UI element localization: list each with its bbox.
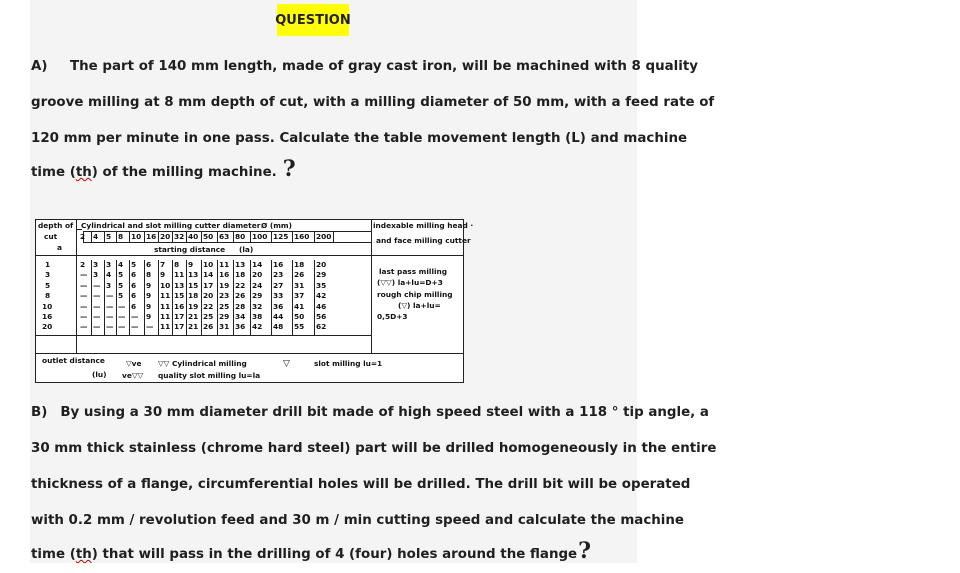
table-value-cell: 3 <box>93 270 99 280</box>
table-value-cell: 20 <box>252 270 263 280</box>
milling-distance-table <box>35 219 474 383</box>
diameter-header-cell: 40 <box>188 232 199 241</box>
table-indexable-header: indexable milling head · <box>373 221 474 230</box>
part-b-line-1 <box>31 405 709 420</box>
diameter-header-cell: 63 <box>219 232 230 241</box>
table-value-cell: 7 <box>160 260 166 269</box>
part-b-line-2: 30 mm thick stainless (chrome hard steel) part will be drilled homogeneously in the entire <box>31 441 717 456</box>
table-depth-cell: 1 <box>45 260 51 269</box>
part-b-line-1-text: By using a 30 mm diameter drill bit made of high speed steel with a 118 ° tip angle, a <box>60 405 709 420</box>
table-value-cell: — <box>106 312 114 321</box>
table-value-cell: 25 <box>219 301 230 311</box>
table-value-cell: 16 <box>219 270 230 280</box>
table-value-cell: 9 <box>146 301 152 311</box>
table-value-cell: — <box>118 301 126 311</box>
table-value-cell: — <box>93 291 101 301</box>
table-value-cell: 17 <box>174 322 185 332</box>
table-value-cell: 44 <box>273 312 284 321</box>
table-value-cell: 28 <box>235 301 246 311</box>
diameter-header-cell: 10 <box>131 232 142 241</box>
table-value-cell: 18 <box>294 260 305 269</box>
table-value-cell: — <box>106 291 114 301</box>
table-value-cell: 15 <box>188 280 199 290</box>
table-depth-cell: 10 <box>42 301 53 311</box>
table-value-cell: 6 <box>131 291 137 301</box>
table-value-cell: 37 <box>294 291 305 301</box>
table-value-cell: 26 <box>235 291 246 301</box>
table-value-cell: 11 <box>160 291 171 301</box>
table-value-cell: 9 <box>188 260 194 269</box>
table-value-cell: — <box>118 322 126 332</box>
part-a-line-4 <box>31 156 296 182</box>
table-value-cell: — <box>106 322 114 332</box>
note-rough-formula-2: 0,5D+3 <box>377 312 408 321</box>
table-value-cell: — <box>118 312 126 321</box>
legend-ve: ve▽▽ <box>122 371 144 380</box>
table-value-cell: 27 <box>273 280 284 290</box>
table-value-cell: 11 <box>160 312 171 321</box>
table-value-cell: 16 <box>174 301 185 311</box>
diameter-header-cell: 16 <box>146 232 157 241</box>
table-diameter-header: Ø (mm) <box>261 221 293 230</box>
table-value-cell: 15 <box>174 291 185 301</box>
table-value-cell: — <box>93 322 101 332</box>
table-value-cell: 13 <box>174 280 185 290</box>
table-value-cell: 19 <box>188 301 199 311</box>
table-value-cell: 22 <box>235 280 246 290</box>
table-value-cell: 29 <box>219 312 230 321</box>
table-value-cell: 31 <box>294 280 305 290</box>
table-value-cell: — <box>80 322 88 332</box>
table-depth-cell: 3 <box>45 270 51 280</box>
table-value-cell: 20 <box>316 260 327 269</box>
table-value-cell: 16 <box>273 260 284 269</box>
part-a-question-mark: ? <box>282 156 296 182</box>
table-value-cell: 23 <box>219 291 230 301</box>
part-b-label: B) <box>31 405 48 420</box>
table-value-cell: 29 <box>252 291 263 301</box>
table-value-cell: 9 <box>146 291 152 301</box>
table-value-cell: 6 <box>146 260 152 269</box>
table-value-cell: 48 <box>273 322 284 332</box>
table-value-cell: 18 <box>188 291 199 301</box>
table-value-cell: 32 <box>252 301 263 311</box>
table-value-cell: 33 <box>273 291 284 301</box>
table-cylindrical-header: Cylindrical and slot milling cutter diameter <box>81 221 261 230</box>
table-cut-header: cut <box>44 232 58 241</box>
table-value-cell: 3 <box>106 280 112 290</box>
table-value-cell: 36 <box>273 301 284 311</box>
diameter-header-cell: 4 <box>93 232 99 241</box>
table-value-cell: — <box>146 322 154 332</box>
diameter-header-cell: 2 <box>80 232 86 241</box>
table-value-cell: 2 <box>80 260 86 269</box>
table-value-cell: 25 <box>203 312 214 321</box>
diameter-header-cell: 8 <box>118 232 124 241</box>
part-b-question-mark: ? <box>578 538 592 564</box>
part-b-line-5-post: ) that will pass in the drilling of 4 (four) holes around the flange <box>91 547 578 562</box>
table-value-cell: 3 <box>93 260 99 269</box>
table-value-cell: 11 <box>160 322 171 332</box>
outlet-distance-label: outlet distance <box>42 356 105 365</box>
table-value-cell: 24 <box>252 280 263 290</box>
table-value-cell: 4 <box>106 270 112 280</box>
table-value-cell: 62 <box>316 322 327 332</box>
diameter-header-cell: 100 <box>252 232 268 241</box>
part-a-line-2: groove milling at 8 mm depth of cut, with a milling diameter of 50 mm, with a feed rate of <box>31 95 715 110</box>
diameter-header-cell: 50 <box>203 232 214 241</box>
lu-label: (lu) <box>92 370 107 379</box>
note-last-pass: last pass milling <box>379 267 448 276</box>
table-value-cell: — <box>80 280 88 290</box>
table-value-cell: 42 <box>252 322 263 332</box>
table-value-cell: 35 <box>316 280 327 290</box>
table-value-cell: — <box>131 322 139 332</box>
table-value-cell: 17 <box>174 312 185 321</box>
table-value-cell: — <box>80 291 88 301</box>
part-b-line-5 <box>31 538 591 564</box>
legend-quality-slot: quality slot milling lu=la <box>158 371 261 380</box>
table-value-cell: 6 <box>131 301 137 311</box>
question-title: QUESTION <box>277 4 349 36</box>
note-rough-chip: rough chip milling <box>377 290 453 299</box>
table-value-cell: 3 <box>106 260 112 269</box>
table-value-cell: 14 <box>252 260 263 269</box>
table-value-cell: — <box>80 301 88 311</box>
table-value-cell: 19 <box>219 280 230 290</box>
table-value-cell: 8 <box>146 270 152 280</box>
table-value-cell: 5 <box>131 260 137 269</box>
diameter-header-cell: 125 <box>273 232 289 241</box>
part-a-line-4-pre: time ( <box>31 165 76 180</box>
table-value-cell: 10 <box>160 280 171 290</box>
table-value-cell: 11 <box>219 260 230 269</box>
table-value-cell: 26 <box>294 270 305 280</box>
table-value-cell: 6 <box>131 270 137 280</box>
part-a-line-3: 120 mm per minute in one pass. Calculate the table movement length (L) and machine <box>31 131 688 146</box>
table-value-cell: 13 <box>188 270 199 280</box>
legend-cylindrical: ▽▽ Cylindrical milling <box>158 359 247 368</box>
table-value-cell: 31 <box>219 322 230 332</box>
part-a-line-1: The part of 140 mm length, made of gray cast iron, will be machined with 8 quality <box>70 59 698 74</box>
table-value-cell: 10 <box>203 260 214 269</box>
table-value-cell: 21 <box>188 322 199 332</box>
table-value-cell: 22 <box>203 301 214 311</box>
part-b-th: th <box>75 547 92 562</box>
table-value-cell: 36 <box>235 322 246 332</box>
table-value-cell: 21 <box>188 312 199 321</box>
table-value-cell: 9 <box>146 280 152 290</box>
table-value-cell: 14 <box>203 270 214 280</box>
table-depth-header: depth of <box>38 221 74 230</box>
table-value-cell: 5 <box>118 280 124 290</box>
table-a-header: a <box>57 243 62 252</box>
table-depth-cell: 5 <box>45 280 51 290</box>
table-value-cell: 41 <box>294 301 305 311</box>
legend-triangle-icon: ▽ <box>283 359 290 369</box>
table-value-cell: 6 <box>131 280 137 290</box>
table-value-cell: 9 <box>160 270 166 280</box>
table-starting-header: starting distance <box>154 245 226 254</box>
note-last-pass-formula: (▽▽) la+lu=D+3 <box>377 278 443 287</box>
diameter-header-cell: 80 <box>235 232 246 241</box>
table-value-cell: — <box>93 280 101 290</box>
table-value-cell: 50 <box>294 312 305 321</box>
part-b-line-3: thickness of a flange, circumferential holes will be drilled. The drill bit will be operated <box>31 477 691 492</box>
part-b-line-4: with 0.2 mm / revolution feed and 30 m / min cutting speed and calculate the machine <box>31 513 685 528</box>
table-value-cell: 9 <box>146 312 152 321</box>
table-la-header: (la) <box>239 245 254 254</box>
table-value-cell: — <box>80 312 88 321</box>
table-depth-cell: 20 <box>42 322 53 332</box>
table-value-cell: 55 <box>294 322 305 332</box>
table-face-header: and face milling cutter <box>376 236 471 245</box>
diameter-header-cell: 200 <box>316 232 332 241</box>
diameter-header-cell: 160 <box>294 232 310 241</box>
table-value-cell: 5 <box>118 270 124 280</box>
table-value-cell: 56 <box>316 312 327 321</box>
table-depth-cell: 8 <box>45 291 51 301</box>
table-value-cell: 42 <box>316 291 327 301</box>
table-value-cell: 11 <box>160 301 171 311</box>
table-value-cell: 4 <box>118 260 124 269</box>
table-value-cell: 29 <box>316 270 327 280</box>
table-value-cell: 26 <box>203 322 214 332</box>
table-value-cell: 38 <box>252 312 263 321</box>
table-value-cell: 5 <box>118 291 124 301</box>
table-value-cell: — <box>131 312 139 321</box>
legend-slot-milling: slot milling lu=1 <box>314 359 383 368</box>
table-value-cell: 17 <box>203 280 214 290</box>
table-value-cell: 11 <box>174 270 185 280</box>
table-value-cell: — <box>80 270 88 280</box>
table-value-cell: 18 <box>235 270 246 280</box>
table-value-cell: 20 <box>203 291 214 301</box>
table-value-cell: 34 <box>235 312 246 321</box>
legend-v: ▽ve <box>126 359 142 368</box>
table-value-cell: — <box>93 301 101 311</box>
note-rough-formula: (▽) la+lu= <box>398 301 441 310</box>
part-a-label: A) <box>31 59 48 74</box>
diameter-header-cell: 20 <box>160 232 171 241</box>
table-value-cell: 23 <box>273 270 284 280</box>
table-value-cell: 8 <box>174 260 180 269</box>
table-depth-cell: 16 <box>42 312 53 321</box>
table-value-cell: 13 <box>235 260 246 269</box>
part-a-line-4-post: ) of the milling machine. <box>91 165 277 180</box>
table-value-cell: 46 <box>316 301 327 311</box>
diameter-header-cell: 32 <box>174 232 185 241</box>
table-value-cell: — <box>93 312 101 321</box>
diameter-header-cell: 5 <box>106 232 112 241</box>
part-b-line-5-pre: time ( <box>31 547 76 562</box>
table-value-cell: — <box>106 301 114 311</box>
part-a-th: th <box>75 165 92 180</box>
